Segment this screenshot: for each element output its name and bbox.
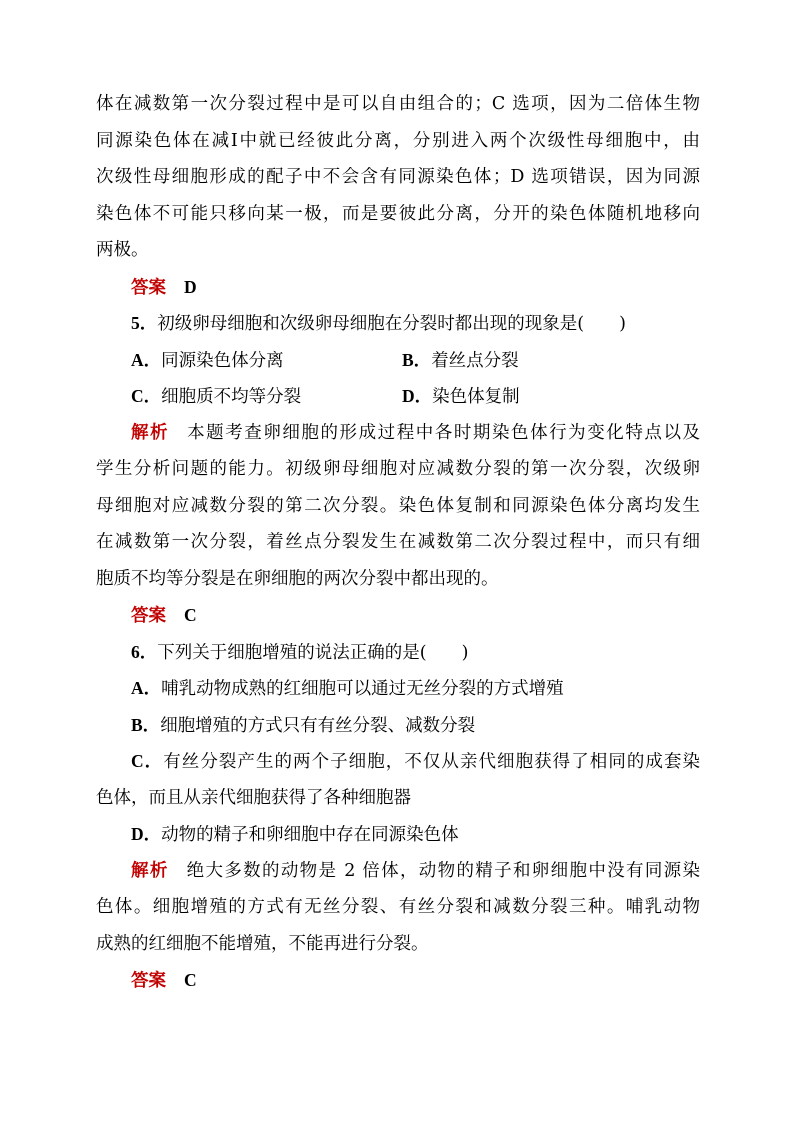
option-text: 同源染色体分离	[161, 350, 284, 371]
option-text: 着丝点分裂	[431, 350, 519, 371]
option-text: 动物的精子和卵细胞中存在同源染色体	[161, 825, 459, 845]
analysis-label: 解析	[131, 860, 169, 881]
question-5-options-row-1	[96, 342, 700, 379]
answer-q6	[96, 962, 700, 999]
analysis-q5	[96, 415, 700, 598]
option-c-line-1	[96, 743, 700, 780]
answer-value: C	[184, 605, 197, 625]
answer-q4	[96, 269, 700, 306]
answer-label: 答案	[131, 277, 166, 298]
question-5-options-row-2	[96, 378, 700, 415]
option-d	[96, 816, 700, 853]
text-line: 体在减数第一次分裂过程中是可以自由组合的；C 选项，因为二倍体生物	[96, 94, 700, 114]
analysis-first-line	[96, 415, 700, 452]
text-line: 成熟的红细胞不能增殖，不能再进行分裂。	[96, 933, 429, 954]
text-line: 两极。	[96, 240, 149, 260]
text-line: 学生分析问题的能力。初级卵母细胞对应减数分裂的第一次分裂，次级卵	[96, 459, 700, 479]
text-line: 绝大多数的动物是 2 倍体，动物的精子和卵细胞中没有同源染	[186, 860, 700, 881]
option-text: 染色体复制	[432, 387, 520, 407]
text-line: 胞质不均等分裂是在卵细胞的两次分裂中都出现的。	[96, 568, 499, 589]
option-label: C．	[131, 386, 162, 406]
answer-value: C	[184, 970, 197, 990]
analysis-q4-tail	[96, 86, 700, 269]
option-b	[402, 342, 519, 380]
option-label: A．	[131, 349, 162, 370]
option-c-line-2: 色体，而且从亲代细胞获得了各种细胞器	[96, 787, 411, 808]
answer-label: 答案	[131, 971, 166, 991]
analysis-label: 解析	[131, 422, 170, 443]
question-number: 6．	[131, 641, 158, 662]
option-a	[96, 670, 700, 707]
answer-value: D	[184, 276, 197, 297]
option-label: D．	[402, 386, 433, 406]
analysis-first-line	[96, 853, 700, 890]
option-a	[131, 342, 284, 380]
question-number: 5．	[131, 313, 158, 333]
analysis-q6	[96, 853, 700, 963]
answer-label: 答案	[131, 606, 166, 626]
question-5-stem	[96, 305, 700, 342]
question-text: 下列关于细胞增殖的说法正确的是( )	[157, 642, 469, 663]
option-text: 细胞质不均等分裂	[161, 387, 302, 407]
option-text: 有丝分裂产生的两个子细胞，不仅从亲代细胞获得了相同的成套染	[163, 752, 701, 772]
text-line: 次级性母细胞形成的配子中不会含有同源染色体；D 选项错误，因为同源	[96, 167, 700, 187]
option-c	[96, 743, 700, 816]
answer-q5	[96, 597, 700, 634]
text-line: 本题考查卵细胞的形成过程中各时期染色体行为变化特点以及	[187, 422, 701, 443]
document-page	[96, 86, 700, 999]
option-label: C．	[131, 751, 164, 771]
option-label: A．	[131, 678, 162, 698]
option-text: 哺乳动物成熟的红细胞可以通过无丝分裂的方式增殖	[161, 679, 564, 699]
question-6-stem	[96, 634, 700, 671]
option-label: D．	[131, 824, 162, 844]
option-text: 细胞增殖的方式只有有丝分裂、减数分裂	[160, 715, 476, 736]
option-label: B．	[402, 349, 432, 370]
option-c	[131, 378, 301, 416]
text-line: 色体。细胞增殖的方式有无丝分裂、有丝分裂和减数分裂三种。哺乳动物	[96, 897, 700, 917]
question-text: 初级卵母细胞和次级卵母细胞在分裂时都出现的现象是( )	[157, 314, 626, 334]
option-label: B．	[131, 714, 161, 735]
option-d	[402, 378, 520, 416]
text-line: 同源染色体在减Ⅰ中就已经彼此分离，分别进入两个次级性母细胞中，由	[96, 130, 700, 151]
text-line: 在减数第一次分裂，着丝点分裂发生在减数第二次分裂过程中，而只有细	[96, 532, 700, 552]
option-b	[96, 707, 700, 744]
text-line: 染色体不可能只移向某一极，而是要彼此分离，分开的染色体随机地移向	[96, 203, 700, 224]
text-line: 母细胞对应减数分裂的第二次分裂。染色体复制和同源染色体分离均发生	[96, 495, 700, 516]
